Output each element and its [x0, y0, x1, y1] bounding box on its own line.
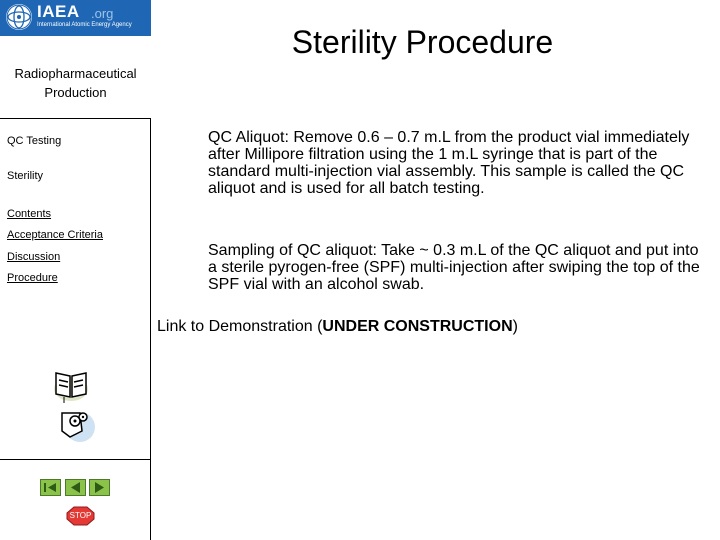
- next-icon: [90, 480, 109, 495]
- sidebar-bottom-divider: [0, 459, 151, 460]
- demo-link-text: Link to Demonstration (: [157, 318, 323, 335]
- sidebar-link-contents[interactable]: Contents: [7, 208, 52, 220]
- logo-subtitle: International Atomic Energy Agency: [37, 22, 132, 28]
- logo-suffix: .org: [91, 6, 114, 21]
- sidebar-link-acceptance-criteria[interactable]: Acceptance Criteria: [7, 229, 103, 241]
- page-title: Sterility Procedure: [291, 24, 554, 60]
- sidebar-link-discussion[interactable]: Discussion: [7, 251, 61, 263]
- sidebar-section: QC Testing: [7, 135, 62, 147]
- qc-aliquot-paragraph: QC Aliquot: Remove 0.6 – 0.7 m.L from the product vial immediately after Millipore filtration using the 1 m.L syringe that is part of the standard multi-injection vial assembly. This sample is called the QC aliquot and is used for all batch testing.: [208, 129, 690, 197]
- demo-status: UNDER CONSTRUCTION: [322, 318, 513, 335]
- logo-name: IAEA: [37, 2, 80, 21]
- first-page-icon: [41, 480, 60, 495]
- next-button[interactable]: [89, 479, 110, 496]
- sidebar-link-procedure[interactable]: Procedure: [7, 272, 58, 284]
- iaea-logo[interactable]: [0, 0, 151, 36]
- vertical-divider: [150, 118, 151, 540]
- demo-close: ): [512, 318, 518, 335]
- sidebar-subsection: Sterility: [7, 170, 44, 182]
- stop-label: STOP: [69, 511, 92, 520]
- globe-icon: [6, 4, 32, 30]
- previous-button[interactable]: [65, 479, 86, 496]
- previous-icon: [66, 480, 85, 495]
- procedure-gear-icon[interactable]: [58, 405, 96, 443]
- first-page-button[interactable]: [40, 479, 61, 496]
- book-icon[interactable]: [52, 367, 90, 403]
- stop-button[interactable]: [66, 506, 95, 526]
- sidebar-title: Radiopharmaceutical Production: [14, 66, 137, 100]
- sampling-paragraph: Sampling of QC aliquot: Take ~ 0.3 m.L of the QC aliquot and put into a sterile pyrogen-free (SPF) multi-injection after swiping the top of the SPF vial with an alcohol swab.: [208, 242, 700, 293]
- sidebar-divider: [0, 118, 151, 119]
- demonstration-link[interactable]: [157, 318, 518, 336]
